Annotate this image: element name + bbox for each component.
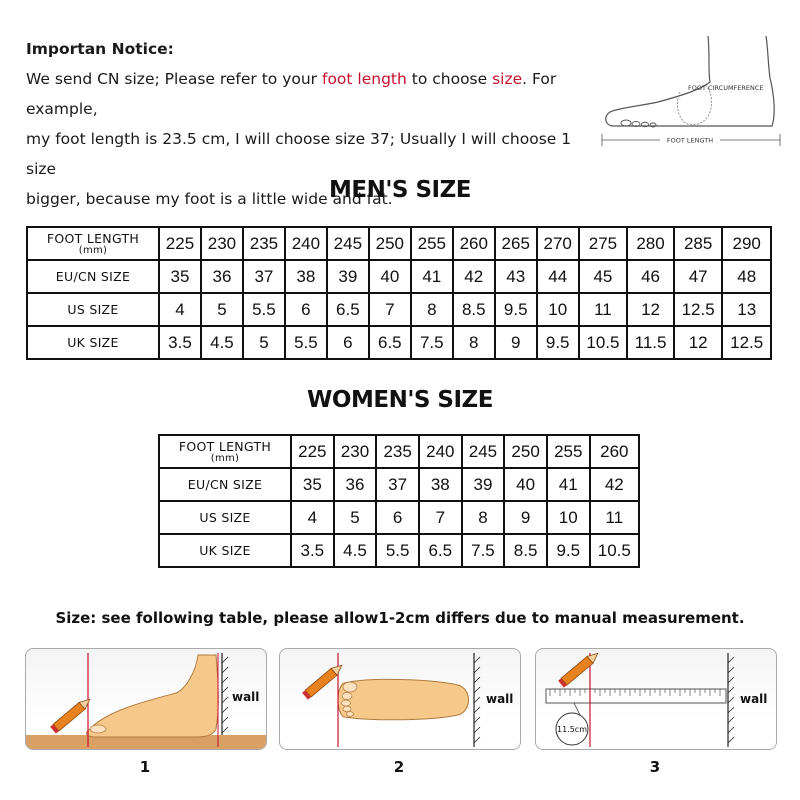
mens-size-cell: 230	[201, 227, 243, 260]
womens-size-cell: 38	[419, 468, 462, 501]
mens-size-cell: 40	[369, 260, 411, 293]
mens-size-cell: 5.5	[285, 326, 327, 359]
row-label-unit: (mm)	[210, 452, 240, 464]
row-label-text: EU/CN SIZE	[55, 268, 131, 284]
womens-size-cell: 35	[291, 468, 334, 501]
womens-size-row	[159, 435, 639, 468]
mens-size-cell: 6	[285, 293, 327, 326]
measure-step-3-panel	[535, 648, 777, 750]
mens-size-cell: 41	[411, 260, 453, 293]
mens-size-cell: 39	[327, 260, 369, 293]
womens-size-row-label	[159, 501, 291, 534]
mens-size-cell: 240	[285, 227, 327, 260]
mens-size-cell: 9	[495, 326, 537, 359]
foot-measure-diagram	[596, 34, 786, 154]
mens-size-row-label	[27, 260, 159, 293]
row-label-text: US SIZE	[199, 509, 251, 525]
womens-size-row-label	[159, 468, 291, 501]
womens-size-cell: 9.5	[547, 534, 590, 567]
row-label-text: UK SIZE	[67, 334, 119, 350]
mens-size-cell: 11.5	[627, 326, 674, 359]
mens-size-cell: 46	[627, 260, 674, 293]
mens-size-cell: 9.5	[537, 326, 579, 359]
mens-size-cell: 38	[285, 260, 327, 293]
mens-size-cell: 12.5	[722, 326, 771, 359]
notice-line-2: my foot length is 23.5 cm, I will choose size 37; Usually I will choose 1 size	[26, 130, 572, 178]
mens-size-cell: 35	[159, 260, 201, 293]
step-number-2: 2	[393, 758, 405, 776]
notice-line-3: bigger, because my foot is a little wide and fat.	[26, 190, 393, 208]
womens-size-cell: 6.5	[419, 534, 462, 567]
womens-size-cell: 42	[590, 468, 639, 501]
mens-size-cell: 6.5	[327, 293, 369, 326]
womens-size-table	[158, 434, 640, 568]
pencil-icon	[558, 650, 601, 688]
womens-size-cell: 5	[334, 501, 377, 534]
mens-size-cell: 36	[201, 260, 243, 293]
measure-step-2-panel	[279, 648, 521, 750]
womens-size-title: WOMEN'S SIZE	[307, 387, 493, 413]
womens-size-cell: 40	[504, 468, 547, 501]
row-label-text: US SIZE	[67, 301, 119, 317]
mens-size-cell: 235	[243, 227, 285, 260]
womens-size-cell: 225	[291, 435, 334, 468]
womens-size-cell: 235	[376, 435, 419, 468]
mens-size-cell: 290	[722, 227, 771, 260]
mens-size-cell: 245	[327, 227, 369, 260]
womens-size-cell: 6	[376, 501, 419, 534]
foot-circumference-label: FOOT CIRCUMFERENCE	[688, 84, 764, 92]
womens-size-cell: 4.5	[334, 534, 377, 567]
mens-size-cell: 13	[722, 293, 771, 326]
mens-size-row-label	[27, 293, 159, 326]
womens-size-cell: 240	[419, 435, 462, 468]
mens-size-cell: 12	[674, 326, 722, 359]
step-number-1: 1	[139, 758, 151, 776]
mens-size-cell: 270	[537, 227, 579, 260]
womens-size-row	[159, 534, 639, 567]
mens-size-cell: 10	[537, 293, 579, 326]
mens-size-cell: 43	[495, 260, 537, 293]
mens-size-cell: 250	[369, 227, 411, 260]
notice-highlight-foot-length: foot length	[321, 70, 407, 88]
notice-line-1	[26, 64, 606, 124]
mens-size-cell: 47	[674, 260, 722, 293]
wall-label: wall	[740, 692, 768, 706]
ruler-reading: 11.5cm	[556, 725, 588, 734]
mens-size-cell: 275	[579, 227, 627, 260]
mens-size-cell: 8.5	[453, 293, 495, 326]
wall-label: wall	[486, 692, 514, 706]
mens-size-cell: 5.5	[243, 293, 285, 326]
mens-size-row	[27, 227, 771, 260]
mens-size-cell: 280	[627, 227, 674, 260]
ruler-illustration	[536, 649, 776, 749]
row-label-text: EU/CN SIZE	[187, 476, 263, 492]
mens-size-cell: 8	[453, 326, 495, 359]
womens-size-cell: 4	[291, 501, 334, 534]
mens-size-cell: 7.5	[411, 326, 453, 359]
mens-size-table	[26, 226, 772, 360]
row-label-text: UK SIZE	[199, 542, 251, 558]
mens-size-cell: 6	[327, 326, 369, 359]
womens-size-cell: 7.5	[462, 534, 505, 567]
womens-size-cell: 260	[590, 435, 639, 468]
mens-size-cell: 3.5	[159, 326, 201, 359]
mens-size-cell: 4.5	[201, 326, 243, 359]
row-label-unit: (mm)	[78, 244, 108, 256]
mens-size-cell: 255	[411, 227, 453, 260]
notice-text: to choose	[406, 70, 493, 88]
womens-size-cell: 8	[462, 501, 505, 534]
mens-size-cell: 12	[627, 293, 674, 326]
mens-size-title: MEN'S SIZE	[329, 177, 471, 203]
womens-size-row	[159, 501, 639, 534]
mens-size-cell: 48	[722, 260, 771, 293]
mens-size-cell: 5	[201, 293, 243, 326]
foot-outline-illustration	[596, 34, 786, 154]
mens-size-cell: 260	[453, 227, 495, 260]
mens-size-row	[27, 293, 771, 326]
mens-size-cell: 8	[411, 293, 453, 326]
womens-size-cell: 5.5	[376, 534, 419, 567]
notice-text: . For example,	[26, 70, 557, 118]
womens-size-cell: 245	[462, 435, 505, 468]
measurement-note: Size: see following table, please allow1-2cm differs due to manual measurement.	[55, 609, 745, 627]
womens-size-cell: 37	[376, 468, 419, 501]
mens-size-cell: 11	[579, 293, 627, 326]
womens-size-cell: 255	[547, 435, 590, 468]
womens-size-cell: 250	[504, 435, 547, 468]
mens-size-row-label	[27, 326, 159, 359]
womens-size-cell: 3.5	[291, 534, 334, 567]
mens-size-cell: 285	[674, 227, 722, 260]
row-label-text: FOOT LENGTH	[178, 438, 272, 454]
mens-size-cell: 225	[159, 227, 201, 260]
row-label-text: FOOT LENGTH	[46, 230, 140, 246]
mens-size-cell: 12.5	[674, 293, 722, 326]
foot-top-illustration	[280, 649, 520, 749]
womens-size-cell: 11	[590, 501, 639, 534]
womens-size-row-label	[159, 534, 291, 567]
step-number-3: 3	[649, 758, 661, 776]
foot-side-illustration	[26, 649, 266, 749]
mens-size-cell: 44	[537, 260, 579, 293]
womens-size-cell: 41	[547, 468, 590, 501]
womens-size-cell: 10.5	[590, 534, 639, 567]
womens-size-cell: 10	[547, 501, 590, 534]
mens-size-cell: 45	[579, 260, 627, 293]
womens-size-row	[159, 468, 639, 501]
mens-size-cell: 5	[243, 326, 285, 359]
notice-title: Importan Notice:	[26, 40, 174, 58]
womens-size-cell: 39	[462, 468, 505, 501]
womens-size-cell: 230	[334, 435, 377, 468]
mens-size-cell: 42	[453, 260, 495, 293]
mens-size-cell: 9.5	[495, 293, 537, 326]
womens-size-cell: 8.5	[504, 534, 547, 567]
measure-step-1-panel	[25, 648, 267, 750]
mens-size-row	[27, 260, 771, 293]
mens-size-cell: 7	[369, 293, 411, 326]
mens-size-cell: 265	[495, 227, 537, 260]
notice-text: We send CN size; Please refer to your	[26, 70, 322, 88]
mens-size-row-label	[27, 227, 159, 260]
womens-size-cell: 9	[504, 501, 547, 534]
mens-size-row	[27, 326, 771, 359]
womens-size-row-label	[159, 435, 291, 468]
mens-size-cell: 4	[159, 293, 201, 326]
wall-label: wall	[232, 690, 260, 704]
womens-size-cell: 7	[419, 501, 462, 534]
mens-size-cell: 37	[243, 260, 285, 293]
mens-size-cell: 10.5	[579, 326, 627, 359]
notice-highlight-size: size	[492, 70, 523, 88]
mens-size-cell: 6.5	[369, 326, 411, 359]
pencil-icon	[50, 696, 93, 734]
foot-length-label: FOOT LENGTH	[666, 136, 714, 145]
womens-size-cell: 36	[334, 468, 377, 501]
